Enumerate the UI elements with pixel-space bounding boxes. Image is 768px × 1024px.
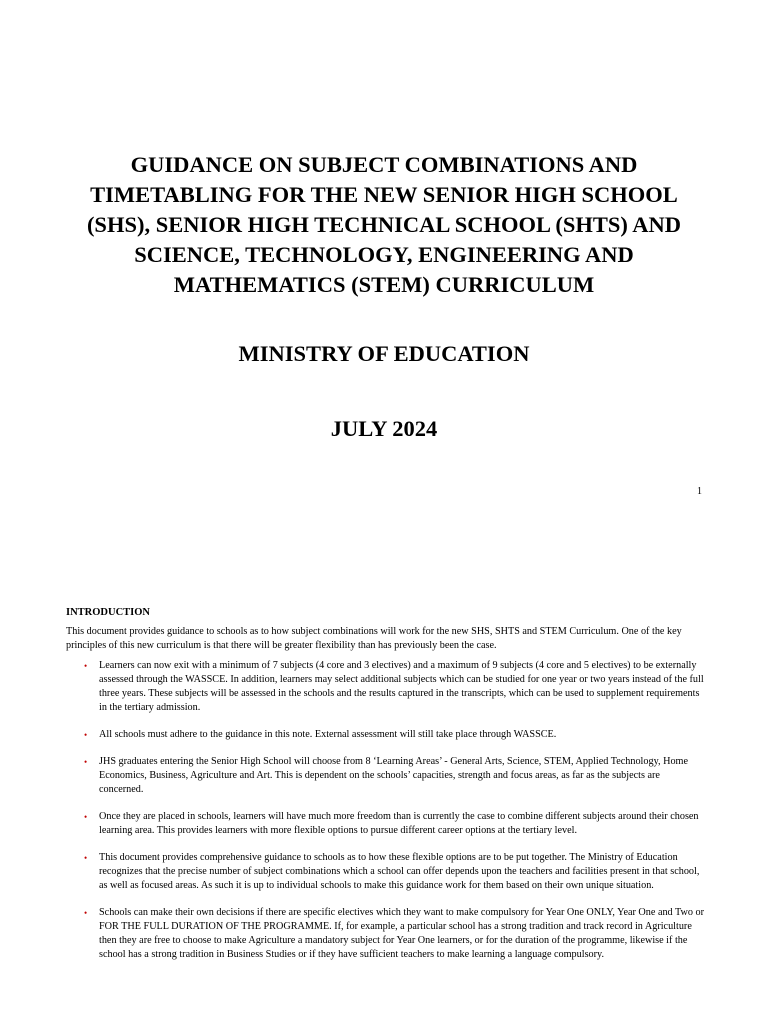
- bullet-icon: •: [84, 812, 88, 822]
- list-item: [66, 728, 706, 742]
- bullet-icon: •: [84, 661, 88, 671]
- page-number: 1: [697, 486, 702, 497]
- list-item: [66, 906, 706, 962]
- introduction-section: [66, 606, 706, 975]
- bullet-icon: •: [84, 908, 88, 918]
- list-item: [66, 851, 706, 893]
- bullet-icon: •: [84, 757, 88, 767]
- guidance-bullet-list: [66, 659, 706, 962]
- publication-date: JULY 2024: [330, 416, 438, 441]
- bullet-text: Learners can now exit with a minimum of 7 subjects (4 core and 3 electives) and a maximum of 9 subjects (4 core and 5 electives) to be externally assessed through the WASSCE. In addition, learners may select additional subjects which can be studied for one year or two years instead of the full three years. These subjects will be assessed in the schools and the results captured in the transcripts, which can be used to supplement requirements in the tertiary admission.: [99, 660, 704, 713]
- bullet-text: All schools must adhere to the guidance in this note. External assessment will still take place through WASSCE.: [99, 729, 557, 740]
- list-item: [66, 755, 706, 797]
- introduction-heading: INTRODUCTION: [66, 607, 151, 618]
- bullet-icon: •: [84, 730, 88, 740]
- bullet-icon: •: [84, 853, 88, 863]
- document-title: GUIDANCE ON SUBJECT COMBINATIONS AND TIMETABLING FOR THE NEW SENIOR HIGH SCHOOL (SHS), SENIOR HIGH TECHNICAL SCHOOL (SHTS) AND SCIENCE, TECHNOLOGY, ENGINEERING AND MATHEMATICS (STEM) CURRICULUM: [86, 152, 682, 297]
- bullet-text: Schools can make their own decisions if there are specific electives which they want to make compulsory for Year One ONLY, Year One and Two or FOR THE FULL DURATION OF THE PROGRAMME. If, for example, a particular school has a strong tradition and track record in Agriculture then they are free to choose to make Agriculture a mandatory subject for Year One learners, or for the duration of the programme, likewise if the school has a strong tradition in Business Studies or if they have sufficient teachers to make learning a language compulsory.: [99, 907, 705, 960]
- bullet-text: This document provides comprehensive guidance to schools as to how these flexible options are to be put together. The Ministry of Education recognizes that the precise number of subject combinations which a school can offer depends upon the teachers and facilities present in that school, as well as focused areas. As such it is up to individual schools to make this guidance work for them based on their own unique situation.: [99, 852, 700, 891]
- list-item: [66, 659, 706, 715]
- bullet-text: JHS graduates entering the Senior High School will choose from 8 ‘Learning Areas’ - General Arts, Science, STEM, Applied Technology, Home Economics, Business, Agriculture and Art. This is dependent on the schools’ capacities, strength and focus areas, as far as the subjects are concerned.: [99, 756, 688, 795]
- introduction-paragraph: This document provides guidance to schools as to how subject combinations will work for the new SHS, SHTS and STEM Curriculum. One of the key principles of this new curriculum is that there will be greater flexibility than has previously been the case.: [66, 626, 682, 651]
- bullet-text: Once they are placed in schools, learners will have much more freedom than is currently the case to combine different subjects around their chosen learning area. This provides learners with more flexible options to pursue different career options at the tertiary level.: [99, 811, 699, 836]
- ministry-name: MINISTRY OF EDUCATION: [238, 341, 530, 366]
- list-item: [66, 810, 706, 838]
